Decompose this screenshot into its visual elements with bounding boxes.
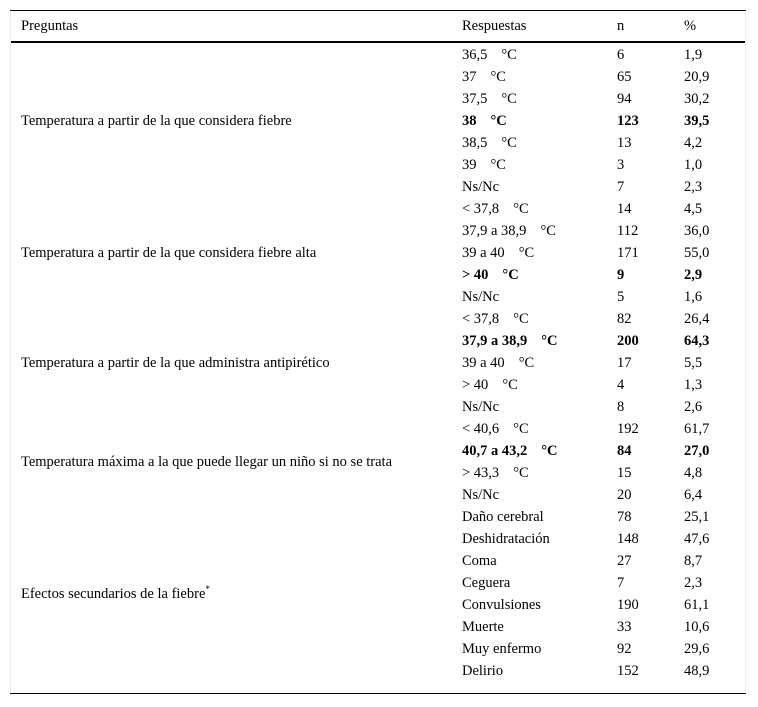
response-cell — [462, 352, 617, 374]
percent-cell: 2,6 — [684, 399, 703, 415]
percent-cell: 61,1 — [684, 597, 710, 613]
percent-cell: 1,9 — [684, 47, 703, 63]
response-text: Coma — [462, 553, 497, 569]
percent-cell: 20,9 — [684, 69, 710, 85]
unit-text: °C — [490, 113, 507, 129]
response-text: Ns/Nc — [462, 487, 500, 503]
count-cell: 7 — [617, 179, 625, 195]
response-text: 37,9 a 38,9 — [462, 333, 528, 349]
response-text: 39 — [462, 157, 477, 173]
response-text: Convulsiones — [462, 597, 541, 613]
response-cell — [462, 286, 617, 308]
response-text: < 37,8 — [462, 201, 500, 217]
response-cell — [462, 374, 617, 396]
percent-cell: 27,0 — [684, 443, 710, 459]
response-cell — [462, 132, 617, 154]
footnote-marker: * — [205, 584, 210, 595]
question-text: Temperatura máxima a la que puede llegar un niño si no se trata — [21, 454, 393, 470]
count-cell: 9 — [617, 267, 625, 283]
percent-cell: 55,0 — [684, 245, 710, 261]
percent-cell: 5,5 — [684, 355, 703, 371]
percent-cell: 39,5 — [684, 113, 710, 129]
response-cell — [462, 506, 617, 528]
unit-text: °C — [513, 201, 529, 217]
percent-cell: 47,6 — [684, 531, 710, 547]
percent-cell: 36,0 — [684, 223, 710, 239]
response-cell — [462, 462, 617, 484]
count-cell: 27 — [617, 553, 632, 569]
count-cell: 3 — [617, 157, 625, 173]
table-row — [10, 418, 746, 440]
count-cell: 8 — [617, 399, 625, 415]
count-cell: 148 — [617, 531, 639, 547]
percent-cell: 1,0 — [684, 157, 703, 173]
response-cell — [462, 550, 617, 572]
count-cell: 6 — [617, 47, 625, 63]
percent-cell: 30,2 — [684, 91, 710, 107]
header-row — [10, 11, 746, 42]
count-cell: 20 — [617, 487, 632, 503]
response-cell — [462, 484, 617, 506]
unit-text: °C — [540, 223, 556, 239]
header-percent: % — [684, 11, 746, 42]
fever-survey-table — [10, 11, 746, 682]
percent-cell: 29,6 — [684, 641, 710, 657]
response-text: Daño cerebral — [462, 509, 544, 525]
unit-text: °C — [513, 421, 529, 437]
response-text: < 37,8 — [462, 311, 500, 327]
question-cell — [10, 418, 462, 506]
response-cell — [462, 418, 617, 440]
count-cell: 94 — [617, 91, 632, 107]
percent-cell: 2,3 — [684, 575, 703, 591]
response-cell — [462, 308, 617, 330]
table-header — [10, 11, 746, 42]
table-row — [10, 42, 746, 66]
response-cell — [462, 264, 617, 286]
percent-cell: 64,3 — [684, 333, 710, 349]
table-row — [10, 308, 746, 330]
response-text: Ns/Nc — [462, 399, 500, 415]
count-cell: 5 — [617, 289, 625, 305]
response-cell — [462, 660, 617, 682]
header-preguntas: Preguntas — [10, 11, 462, 42]
count-cell: 84 — [617, 443, 632, 459]
count-cell: 123 — [617, 113, 639, 129]
response-cell — [462, 66, 617, 88]
count-cell: 13 — [617, 135, 632, 151]
percent-cell: 4,2 — [684, 135, 703, 151]
percent-cell: 25,1 — [684, 509, 710, 525]
unit-text: °C — [501, 91, 517, 107]
percent-cell: 2,9 — [684, 267, 703, 283]
percent-cell: 26,4 — [684, 311, 710, 327]
table-body — [10, 42, 746, 682]
count-cell: 190 — [617, 597, 639, 613]
question-text: Temperatura a partir de la que administra antipirético — [21, 355, 330, 371]
unit-text: °C — [541, 443, 558, 459]
count-cell: 171 — [617, 245, 639, 261]
unit-text: °C — [541, 333, 558, 349]
response-text: 40,7 a 43,2 — [462, 443, 528, 459]
response-text: 39 a 40 — [462, 245, 505, 261]
percent-cell: 4,5 — [684, 201, 703, 217]
response-text: < 40,6 — [462, 421, 500, 437]
question-text: Temperatura a partir de la que considera fiebre alta — [21, 245, 317, 261]
header-respuestas: Respuestas — [462, 11, 617, 42]
fever-survey-table-frame — [10, 10, 746, 694]
question-cell — [10, 198, 462, 308]
percent-cell: 10,6 — [684, 619, 710, 635]
percent-cell: 6,4 — [684, 487, 703, 503]
percent-cell: 1,3 — [684, 377, 703, 393]
response-cell — [462, 220, 617, 242]
response-cell — [462, 42, 617, 66]
unit-text: °C — [490, 157, 506, 173]
percent-cell: 48,9 — [684, 663, 710, 679]
percent-cell: 1,6 — [684, 289, 703, 305]
count-cell: 82 — [617, 311, 632, 327]
response-cell — [462, 330, 617, 352]
response-text: 37,5 — [462, 91, 488, 107]
unit-text: °C — [513, 311, 529, 327]
response-text: Muy enfermo — [462, 641, 542, 657]
response-cell — [462, 594, 617, 616]
unit-text: °C — [513, 465, 529, 481]
percent-cell: 2,3 — [684, 179, 703, 195]
response-text: 39 a 40 — [462, 355, 505, 371]
question-cell — [10, 308, 462, 418]
count-cell: 78 — [617, 509, 632, 525]
percent-cell: 61,7 — [684, 421, 710, 437]
count-cell: 17 — [617, 355, 632, 371]
response-cell — [462, 572, 617, 594]
response-cell — [462, 242, 617, 264]
response-text: 37 — [462, 69, 477, 85]
count-cell: 15 — [617, 465, 632, 481]
table-row — [10, 198, 746, 220]
response-text: Ceguera — [462, 575, 511, 591]
unit-text: °C — [502, 377, 518, 393]
response-text: > 43,3 — [462, 465, 500, 481]
response-text: Ns/Nc — [462, 179, 500, 195]
unit-text: °C — [518, 245, 535, 261]
unit-text: °C — [490, 69, 506, 85]
response-text: Muerte — [462, 619, 504, 635]
unit-text: °C — [518, 355, 535, 371]
response-text: 36,5 — [462, 47, 488, 63]
response-text: 38,5 — [462, 135, 488, 151]
response-cell — [462, 198, 617, 220]
response-text: Deshidratación — [462, 531, 550, 547]
response-cell — [462, 528, 617, 550]
response-cell — [462, 110, 617, 132]
response-text: Delirio — [462, 663, 504, 679]
response-cell — [462, 440, 617, 462]
percent-cell: 4,8 — [684, 465, 703, 481]
question-cell — [10, 42, 462, 198]
response-text: 38 — [462, 113, 477, 129]
response-text: > 40 — [462, 377, 489, 393]
question-cell — [10, 506, 462, 682]
response-cell — [462, 88, 617, 110]
count-cell: 14 — [617, 201, 632, 217]
percent-cell: 8,7 — [684, 553, 703, 569]
question-text: Temperatura a partir de la que considera fiebre — [21, 113, 292, 129]
count-cell: 7 — [617, 575, 625, 591]
count-cell: 200 — [617, 333, 639, 349]
question-text: Efectos secundarios de la fiebre — [21, 586, 206, 602]
count-cell: 33 — [617, 619, 632, 635]
count-cell: 112 — [617, 223, 639, 239]
response-cell — [462, 154, 617, 176]
response-text: Ns/Nc — [462, 289, 500, 305]
unit-text: °C — [501, 47, 517, 63]
count-cell: 4 — [617, 377, 625, 393]
response-cell — [462, 396, 617, 418]
count-cell: 92 — [617, 641, 632, 657]
count-cell: 65 — [617, 69, 632, 85]
response-text: > 40 — [462, 267, 489, 283]
unit-text: °C — [501, 135, 517, 151]
count-cell: 152 — [617, 663, 639, 679]
response-cell — [462, 638, 617, 660]
header-n: n — [617, 11, 684, 42]
response-cell — [462, 616, 617, 638]
unit-text: °C — [502, 267, 519, 283]
response-cell — [462, 176, 617, 198]
table-row — [10, 506, 746, 528]
count-cell: 192 — [617, 421, 639, 437]
response-text: 37,9 a 38,9 — [462, 223, 527, 239]
